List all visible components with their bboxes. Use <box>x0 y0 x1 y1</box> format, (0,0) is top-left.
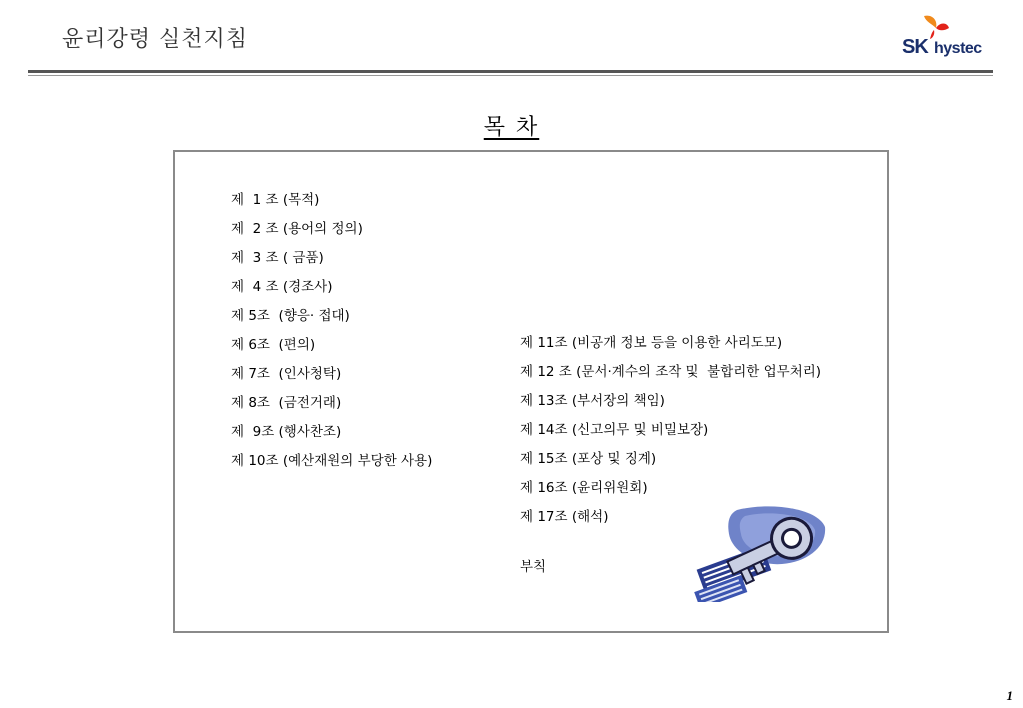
toc-item: 제 7조 (인사청탁) <box>231 366 342 382</box>
toc-item: 제 8조 (금전거래) <box>231 395 342 411</box>
logo-sk-text: SK <box>902 36 928 58</box>
header-divider <box>28 70 993 73</box>
toc-item: 제 4 조 (경조사) <box>231 279 333 295</box>
toc-item: 제 12 조 (문서·계수의 조작 및 불합리한 업무처리) <box>520 364 822 380</box>
toc-item: 제 10조 (예산재원의 부당한 사용) <box>231 453 433 469</box>
toc-item: 제 2 조 (용어의 정의) <box>231 221 363 237</box>
toc-box <box>173 150 889 633</box>
toc-item: 제 9조 (행사찬조) <box>231 424 342 440</box>
toc-item: 제 6조 (편의) <box>231 337 316 353</box>
header-title: 윤리강령 실천지침 <box>62 27 249 52</box>
toc-item: 제 1 조 (목적) <box>231 192 320 208</box>
toc-title-text: 목 차 <box>483 115 540 140</box>
toc-item: 제 3 조 ( 금품) <box>231 250 324 266</box>
toc-item: 제 16조 (윤리위원회) <box>520 480 648 496</box>
toc-title <box>0 110 1023 141</box>
header-divider-thin <box>28 75 993 76</box>
toc-item: 제 17조 (해석) <box>520 509 609 525</box>
toc-item: 제 14조 (신고의무 및 비밀보장) <box>520 422 709 438</box>
logo-hystec-text: hystec <box>934 40 982 57</box>
toc-item: 제 11조 (비공개 정보 등을 이용한 사리도모) <box>520 335 783 351</box>
toc-left-column <box>231 190 432 480</box>
sk-hystec-logo <box>902 14 997 64</box>
key-clipart-icon <box>687 502 827 602</box>
toc-appendix: 부칙 <box>520 559 547 575</box>
page-number: 1 <box>1006 688 1013 703</box>
toc-item: 제 5조 (향응· 접대) <box>231 308 350 324</box>
toc-item: 제 15조 (포상 및 징계) <box>520 451 657 467</box>
toc-item: 제 13조 (부서장의 책임) <box>520 393 665 409</box>
